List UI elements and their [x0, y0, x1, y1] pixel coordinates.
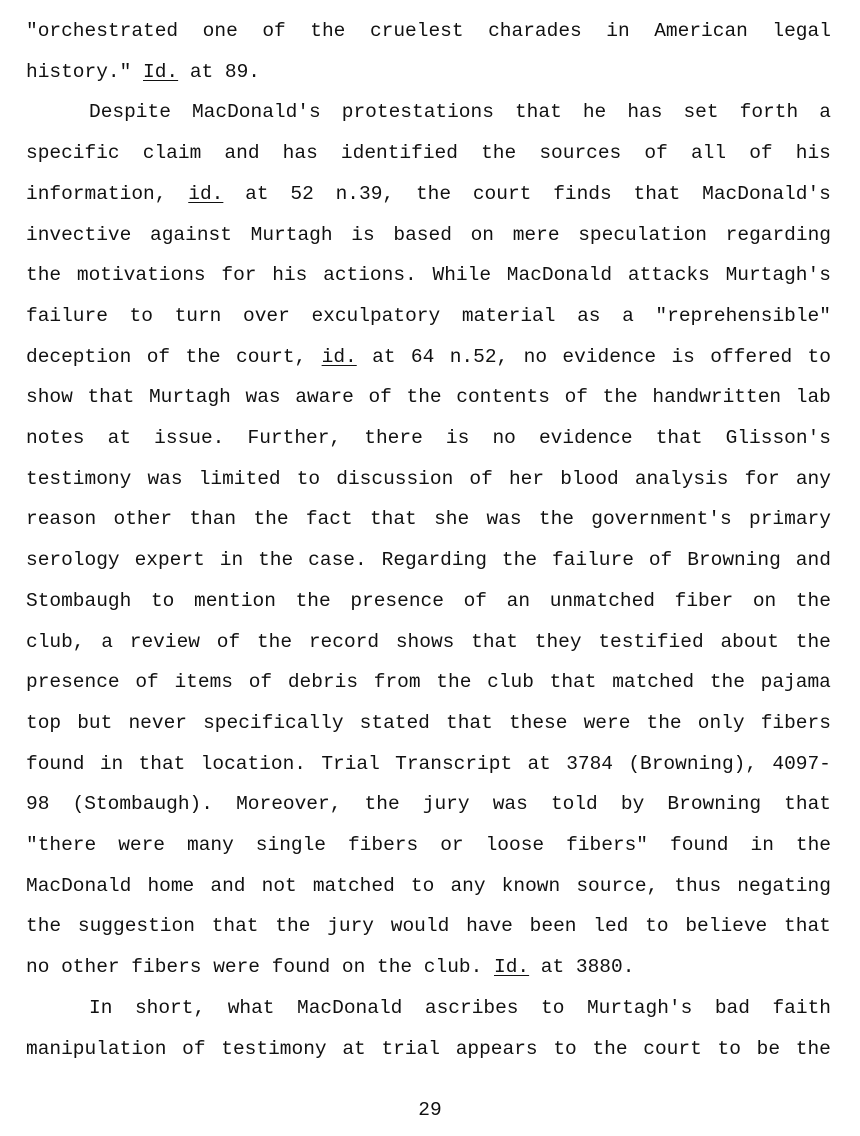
- word: to: [296, 467, 321, 490]
- word: the: [310, 20, 346, 42]
- word: fibers: [131, 956, 202, 979]
- word: deception: [26, 345, 132, 368]
- text-line: [26, 589, 831, 613]
- word: over: [243, 304, 290, 327]
- word: at: [107, 427, 132, 449]
- text-line: [26, 833, 831, 857]
- word: known: [501, 874, 561, 897]
- word: there: [364, 427, 423, 449]
- word: testimony: [26, 467, 132, 490]
- word: many: [187, 834, 234, 856]
- word: were: [118, 834, 166, 856]
- word: evidence: [562, 345, 657, 368]
- word: of: [644, 142, 668, 165]
- word: on: [470, 223, 495, 246]
- text-line: [26, 670, 831, 694]
- text-line: [26, 385, 831, 409]
- word: bad: [714, 996, 750, 1019]
- word: the: [602, 386, 638, 409]
- word: to: [717, 1037, 741, 1060]
- word: to: [129, 304, 153, 327]
- word: stated: [359, 711, 430, 734]
- word: of: [182, 1037, 206, 1060]
- word: limited: [198, 467, 281, 490]
- word: 52: [290, 182, 314, 205]
- word: evidence: [538, 427, 633, 449]
- word: actions.: [323, 264, 417, 287]
- word: protestations: [341, 101, 494, 124]
- word: led: [593, 915, 629, 938]
- word: at: [189, 60, 214, 83]
- word: suggestion: [77, 915, 195, 938]
- word: believe: [685, 915, 768, 938]
- word: of: [564, 386, 588, 409]
- word: mere: [512, 223, 560, 246]
- word: While: [432, 264, 492, 287]
- word: appears: [455, 1037, 538, 1060]
- word: serology: [26, 549, 120, 572]
- word: speculation: [578, 223, 707, 246]
- word: the: [501, 549, 538, 572]
- word: be: [756, 1037, 781, 1060]
- word: the: [592, 1037, 628, 1060]
- word: that: [471, 630, 518, 653]
- word: the: [26, 915, 62, 938]
- word: she: [434, 508, 470, 531]
- word: negating: [737, 874, 831, 897]
- word: failure: [26, 304, 108, 327]
- word: issue.: [154, 427, 225, 449]
- word: sources: [539, 142, 622, 165]
- word: 98: [26, 793, 50, 816]
- word: American: [654, 20, 748, 42]
- word: manipulation: [26, 1037, 167, 1060]
- text-line: [89, 100, 831, 124]
- word: was: [492, 793, 528, 816]
- text-line: [26, 955, 831, 979]
- text-line: [26, 182, 831, 206]
- word: in: [99, 752, 124, 775]
- word: has: [282, 142, 318, 165]
- word: Browning: [687, 549, 781, 572]
- word: the: [258, 549, 294, 572]
- word: to: [645, 915, 669, 938]
- word: MacDonald: [26, 874, 132, 897]
- word: Glisson's: [725, 427, 831, 449]
- word: of: [749, 142, 773, 165]
- word: that: [784, 793, 831, 816]
- word: forth: [739, 101, 799, 124]
- word: MacDonald's: [702, 182, 831, 205]
- word: primary: [749, 508, 831, 531]
- word: (Browning),: [628, 752, 758, 775]
- word: government's: [591, 508, 732, 531]
- word: blood: [560, 467, 619, 490]
- word: Transcript: [395, 752, 513, 775]
- word: was: [486, 508, 522, 531]
- word: to: [150, 589, 175, 612]
- word: club,: [26, 630, 85, 653]
- word: of: [463, 589, 487, 612]
- word: contents: [456, 386, 550, 409]
- word: motivations: [76, 264, 206, 287]
- word: lab: [795, 386, 831, 409]
- word: Browning: [667, 793, 762, 816]
- word: was: [245, 386, 281, 409]
- word: thus: [674, 874, 722, 897]
- word: the: [364, 793, 400, 816]
- word: invective: [26, 223, 132, 246]
- word: Murtagh: [148, 386, 231, 409]
- word: In: [89, 996, 113, 1019]
- word: a: [622, 304, 634, 327]
- word: he: [582, 101, 607, 124]
- word: information,: [26, 182, 167, 205]
- word: pajama: [760, 671, 831, 694]
- word: in: [750, 834, 774, 856]
- text-line: [26, 1037, 831, 1061]
- word: "orchestrated: [26, 20, 179, 42]
- word: trial: [381, 1037, 440, 1060]
- text-line: [26, 345, 831, 369]
- word: was: [147, 467, 183, 490]
- word: the: [436, 671, 472, 694]
- word: that: [369, 508, 417, 531]
- word: court: [472, 182, 532, 205]
- text-line: [26, 60, 831, 84]
- text-line: [26, 223, 831, 247]
- citation-word: id.: [321, 345, 357, 368]
- word: the: [795, 1037, 831, 1060]
- word: in: [606, 20, 630, 42]
- word: is: [445, 427, 470, 449]
- word: of: [135, 671, 159, 694]
- word: the: [481, 142, 517, 165]
- word: the: [253, 508, 289, 531]
- word: is: [671, 345, 695, 368]
- word: his: [272, 264, 308, 287]
- word: that: [446, 711, 493, 734]
- word: the: [415, 182, 452, 205]
- page-number: 29: [418, 1099, 442, 1121]
- text-line: [26, 467, 831, 491]
- citation-word: Id.: [143, 60, 179, 83]
- word: for: [744, 467, 780, 490]
- word: not: [261, 874, 297, 897]
- word: have: [466, 915, 513, 938]
- word: no: [26, 956, 50, 979]
- word: but: [77, 711, 113, 734]
- word: Murtagh: [250, 223, 333, 246]
- word: matched: [612, 671, 695, 694]
- word: in: [219, 549, 244, 572]
- word: as: [577, 304, 601, 327]
- word: Further,: [247, 427, 342, 449]
- word: review: [129, 630, 200, 653]
- word: MacDonald: [506, 264, 613, 287]
- word: expert: [134, 549, 205, 572]
- word: debris: [287, 671, 359, 694]
- word: n.52,: [449, 345, 509, 368]
- word: that: [211, 915, 259, 938]
- word: fact: [305, 508, 353, 531]
- word: testimony: [221, 1037, 327, 1060]
- word: is: [351, 223, 375, 246]
- word: material: [461, 304, 556, 327]
- word: the: [295, 589, 331, 612]
- word: of: [216, 630, 241, 653]
- word: MacDonald: [297, 996, 403, 1019]
- word: at: [540, 956, 565, 979]
- word: at: [527, 752, 551, 775]
- word: been: [529, 915, 577, 938]
- word: short,: [134, 996, 206, 1019]
- word: failure: [551, 549, 634, 572]
- text-line: [26, 263, 831, 287]
- word: the: [795, 589, 831, 612]
- word: an: [506, 589, 531, 612]
- word: notes: [26, 427, 85, 449]
- word: single: [255, 834, 327, 856]
- word: presence: [26, 671, 120, 694]
- word: at: [372, 345, 396, 368]
- word: presence: [350, 589, 444, 612]
- word: claim: [142, 142, 202, 165]
- word: that: [514, 101, 562, 124]
- word: and: [795, 549, 831, 572]
- word: 3784: [566, 752, 614, 775]
- word: based: [393, 223, 452, 246]
- word: her: [508, 467, 545, 490]
- word: set: [683, 101, 719, 124]
- word: has: [627, 101, 663, 124]
- word: case.: [308, 549, 367, 572]
- word: legal: [772, 20, 831, 42]
- word: for: [221, 264, 257, 287]
- word: turn: [174, 304, 222, 327]
- word: jury: [327, 915, 374, 938]
- word: the: [538, 508, 574, 531]
- word: mention: [194, 589, 276, 612]
- word: against: [150, 223, 232, 246]
- word: court: [643, 1037, 702, 1060]
- word: the: [795, 834, 831, 856]
- text-line: [26, 426, 831, 450]
- word: to: [541, 996, 565, 1019]
- word: identified: [340, 142, 458, 165]
- text-line: [26, 711, 831, 735]
- word: shows: [395, 630, 455, 653]
- word: record: [308, 630, 380, 653]
- word: a: [819, 101, 831, 124]
- word: fibers: [760, 711, 831, 734]
- word: on: [752, 589, 777, 612]
- word: MacDonald's: [191, 101, 321, 124]
- word: top: [26, 711, 62, 734]
- word: other: [61, 956, 120, 979]
- word: the: [709, 671, 745, 694]
- word: to: [807, 345, 831, 368]
- word: found: [26, 752, 85, 775]
- word: Murtagh's: [586, 996, 693, 1019]
- word: the: [406, 386, 442, 409]
- word: of: [248, 671, 273, 694]
- word: and: [210, 874, 246, 897]
- word: of: [262, 20, 286, 42]
- word: these: [508, 711, 568, 734]
- citation-word: Id.: [494, 956, 530, 979]
- text-line: [26, 304, 831, 328]
- word: and: [224, 142, 260, 165]
- word: 4097-: [772, 752, 831, 775]
- text-line: [26, 874, 831, 898]
- word: from: [373, 671, 421, 694]
- word: on: [341, 956, 366, 979]
- word: that: [633, 182, 681, 205]
- text-line: [26, 630, 831, 654]
- word: the: [185, 345, 221, 368]
- word: his: [795, 142, 831, 165]
- word: other: [113, 508, 173, 531]
- word: court,: [236, 345, 307, 368]
- word: ascribes: [424, 996, 519, 1019]
- text-line: [89, 996, 831, 1020]
- word: at: [245, 182, 269, 205]
- citation-word: id.: [188, 182, 224, 205]
- word: one: [202, 20, 238, 42]
- word: the: [26, 264, 62, 287]
- word: 64: [410, 345, 435, 368]
- word: "reprehensible": [655, 304, 831, 327]
- word: the: [256, 630, 293, 653]
- word: club.: [423, 956, 483, 979]
- word: found: [271, 956, 331, 979]
- word: of: [368, 386, 392, 409]
- word: home: [147, 874, 195, 897]
- word: source,: [576, 874, 659, 897]
- word: n.39,: [335, 182, 395, 205]
- word: what: [227, 996, 275, 1019]
- word: items: [174, 671, 233, 694]
- word: fiber: [674, 589, 734, 612]
- word: all: [690, 142, 727, 165]
- text-line: [26, 141, 831, 165]
- word: no: [492, 427, 516, 449]
- word: faith: [772, 996, 831, 1019]
- word: "there: [26, 834, 97, 856]
- word: to: [410, 874, 435, 897]
- word: Despite: [89, 101, 171, 124]
- text-line: [26, 752, 831, 776]
- word: exculpatory: [311, 304, 441, 327]
- word: testified: [598, 630, 704, 653]
- word: specifically: [203, 711, 344, 734]
- word: (Stombaugh).: [72, 793, 213, 816]
- word: that: [87, 386, 135, 409]
- word: jury: [422, 793, 470, 816]
- word: by: [620, 793, 645, 816]
- word: fibers": [566, 834, 649, 856]
- word: club: [487, 671, 534, 694]
- word: history.": [26, 60, 132, 83]
- word: attacks: [627, 264, 710, 287]
- word: fibers: [348, 834, 419, 856]
- word: found: [670, 834, 729, 856]
- word: any: [450, 874, 486, 897]
- word: of: [146, 345, 171, 368]
- word: charades: [488, 20, 582, 42]
- word: the: [275, 915, 311, 938]
- word: that: [784, 915, 831, 938]
- word: never: [128, 711, 187, 734]
- word: to: [553, 1037, 577, 1060]
- word: unmatched: [549, 589, 656, 612]
- word: that: [655, 427, 703, 449]
- word: 89.: [224, 60, 261, 83]
- word: specific: [26, 142, 120, 165]
- word: were: [213, 956, 261, 979]
- text-line: [26, 19, 831, 43]
- word: the: [795, 630, 831, 653]
- word: handwritten: [652, 386, 782, 409]
- word: matched: [312, 874, 395, 897]
- word: aware: [295, 386, 354, 409]
- word: about: [720, 630, 779, 653]
- word: Regarding: [381, 549, 487, 572]
- word: were: [583, 711, 631, 734]
- word: a: [101, 630, 113, 653]
- word: Murtagh's: [725, 264, 831, 287]
- word: any: [795, 467, 831, 490]
- word: at: [342, 1037, 366, 1060]
- word: loose: [485, 834, 545, 856]
- word: they: [534, 630, 582, 653]
- word: than: [189, 508, 237, 531]
- word: would: [390, 915, 450, 938]
- word: discussion: [336, 467, 454, 490]
- word: show: [26, 386, 73, 409]
- word: 3880.: [575, 956, 635, 979]
- word: that: [138, 752, 186, 775]
- word: of: [469, 467, 493, 490]
- word: no: [523, 345, 548, 368]
- word: only: [697, 711, 745, 734]
- text-line: [26, 914, 831, 938]
- word: analysis: [634, 467, 729, 490]
- word: reason: [26, 508, 97, 531]
- word: finds: [553, 182, 612, 205]
- word: the: [646, 711, 682, 734]
- text-line: [26, 792, 831, 816]
- word: regarding: [725, 223, 831, 246]
- word: Trial: [321, 752, 380, 775]
- word: or: [440, 834, 464, 856]
- word: told: [550, 793, 598, 816]
- word: of: [648, 549, 673, 572]
- word: cruelest: [369, 20, 464, 42]
- word: Moreover,: [236, 793, 342, 816]
- text-line: [26, 548, 831, 572]
- word: that: [549, 671, 597, 694]
- word: the: [377, 956, 413, 979]
- text-line: [26, 507, 831, 531]
- word: offered: [710, 345, 793, 368]
- word: Stombaugh: [26, 589, 132, 612]
- word: location.: [200, 752, 306, 775]
